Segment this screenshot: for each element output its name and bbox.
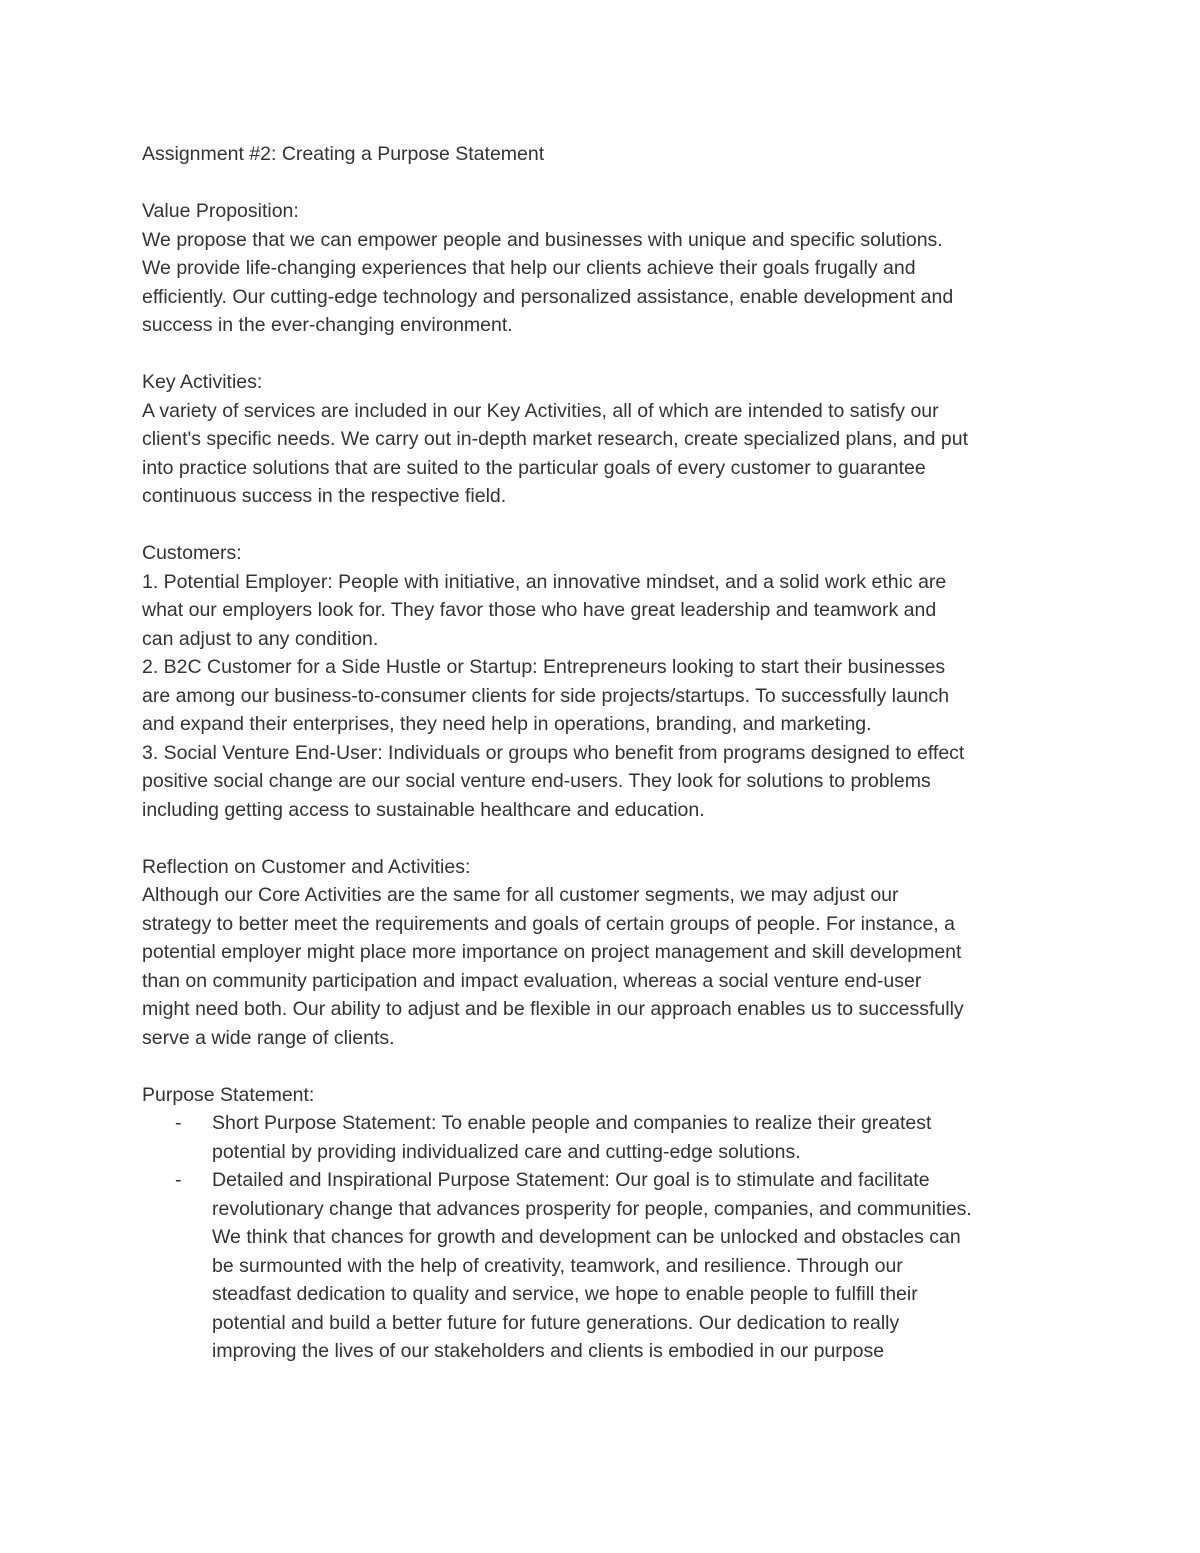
paragraph-line: We provide life-changing experiences that help our clients achieve their goals frugally and (142, 257, 916, 279)
paragraph-line: 3. Social Venture End-User: Individuals or groups who benefit from programs designed to effect (142, 741, 965, 764)
spacer (142, 511, 1072, 540)
bullet-line: potential by providing individualized care and cutting-edge solutions. (212, 1140, 801, 1163)
bullet-marker: - (175, 1112, 182, 1134)
section-reflection (142, 853, 1072, 1053)
paragraph-line: A variety of services are included in our Key Activities, all of which are intended to satisfy our (142, 399, 939, 422)
section-heading: Purpose Statement: (142, 1083, 315, 1106)
paragraph-line: efficiently. Our cutting-edge technology and personalized assistance, enable development and (142, 285, 954, 308)
paragraph-line: into practice solutions that are suited to the particular goals of every customer to guarantee (142, 456, 926, 479)
paragraph-line: and expand their enterprises, they need help in operations, branding, and marketing. (142, 713, 872, 735)
section-heading: Key Activities: (142, 371, 263, 393)
bullet-item (142, 1166, 1072, 1366)
document-title: Assignment #2: Creating a Purpose Statement (142, 143, 545, 165)
section-heading: Value Proposition: (142, 200, 299, 222)
section-value-proposition (142, 197, 1072, 340)
paragraph-line: including getting access to sustainable healthcare and education. (142, 798, 705, 821)
document-body (142, 140, 1072, 1366)
bullet-line: Detailed and Inspirational Purpose Statement: Our goal is to stimulate and facilitate (212, 1169, 930, 1191)
paragraph-line: than on community participation and impact evaluation, whereas a social venture end-user (142, 969, 922, 992)
spacer (142, 1052, 1072, 1081)
paragraph-line: 2. B2C Customer for a Side Hustle or Startup: Entrepreneurs looking to start their businesses (142, 656, 946, 678)
paragraph-line: are among our business-to-consumer clients for side projects/startups. To successfully launch (142, 684, 950, 707)
bullet-line: be surmounted with the help of creativity, teamwork, and resilience. Through our (212, 1254, 903, 1277)
paragraph-line: can adjust to any condition. (142, 627, 379, 650)
bullet-marker: - (175, 1169, 182, 1191)
paragraph-line: positive social change are our social venture end-users. They look for solutions to problems (142, 770, 931, 792)
bullet-line: steadfast dedication to quality and service, we hope to enable people to fulfill their (212, 1283, 918, 1305)
paragraph-line: what our employers look for. They favor those who have great leadership and teamwork and (142, 599, 937, 621)
spacer (142, 824, 1072, 853)
paragraph-line: Although our Core Activities are the same for all customer segments, we may adjust our (142, 884, 899, 906)
section-heading: Reflection on Customer and Activities: (142, 855, 471, 878)
paragraph-line: client's specific needs. We carry out in-depth market research, create specialized plans, and put (142, 428, 969, 450)
paragraph-line: 1. Potential Employer: People with initiative, an innovative mindset, and a solid work ethic are (142, 570, 947, 593)
paragraph-line: continuous success in the respective field. (142, 485, 507, 507)
paragraph-line: potential employer might place more importance on project management and skill development (142, 941, 962, 963)
spacer (142, 169, 1072, 198)
section-key-activities (142, 368, 1072, 511)
paragraph-line: success in the ever-changing environment. (142, 314, 513, 336)
paragraph-line: We propose that we can empower people and businesses with unique and specific solutions. (142, 228, 943, 251)
section-customers (142, 539, 1072, 824)
section-purpose-statement (142, 1081, 1072, 1366)
bullet-line: improving the lives of our stakeholders and clients is embodied in our purpose (212, 1340, 885, 1362)
paragraph-line: strategy to better meet the requirements and goals of certain groups of people. For instance, a (142, 912, 955, 935)
bullet-line: revolutionary change that advances prosperity for people, companies, and communities. (212, 1197, 972, 1220)
bullet-item (142, 1109, 1072, 1166)
bullet-line: We think that chances for growth and development can be unlocked and obstacles can (212, 1226, 961, 1248)
section-heading: Customers: (142, 542, 242, 564)
bullet-line: Short Purpose Statement: To enable people and companies to realize their greatest (212, 1112, 932, 1134)
paragraph-line: might need both. Our ability to adjust and be flexible in our approach enables us to successfully (142, 998, 964, 1020)
bullet-list (142, 1109, 1072, 1366)
bullet-line: potential and build a better future for future generations. Our dedication to really (212, 1311, 900, 1334)
spacer (142, 340, 1072, 369)
paragraph-line: serve a wide range of clients. (142, 1026, 395, 1049)
